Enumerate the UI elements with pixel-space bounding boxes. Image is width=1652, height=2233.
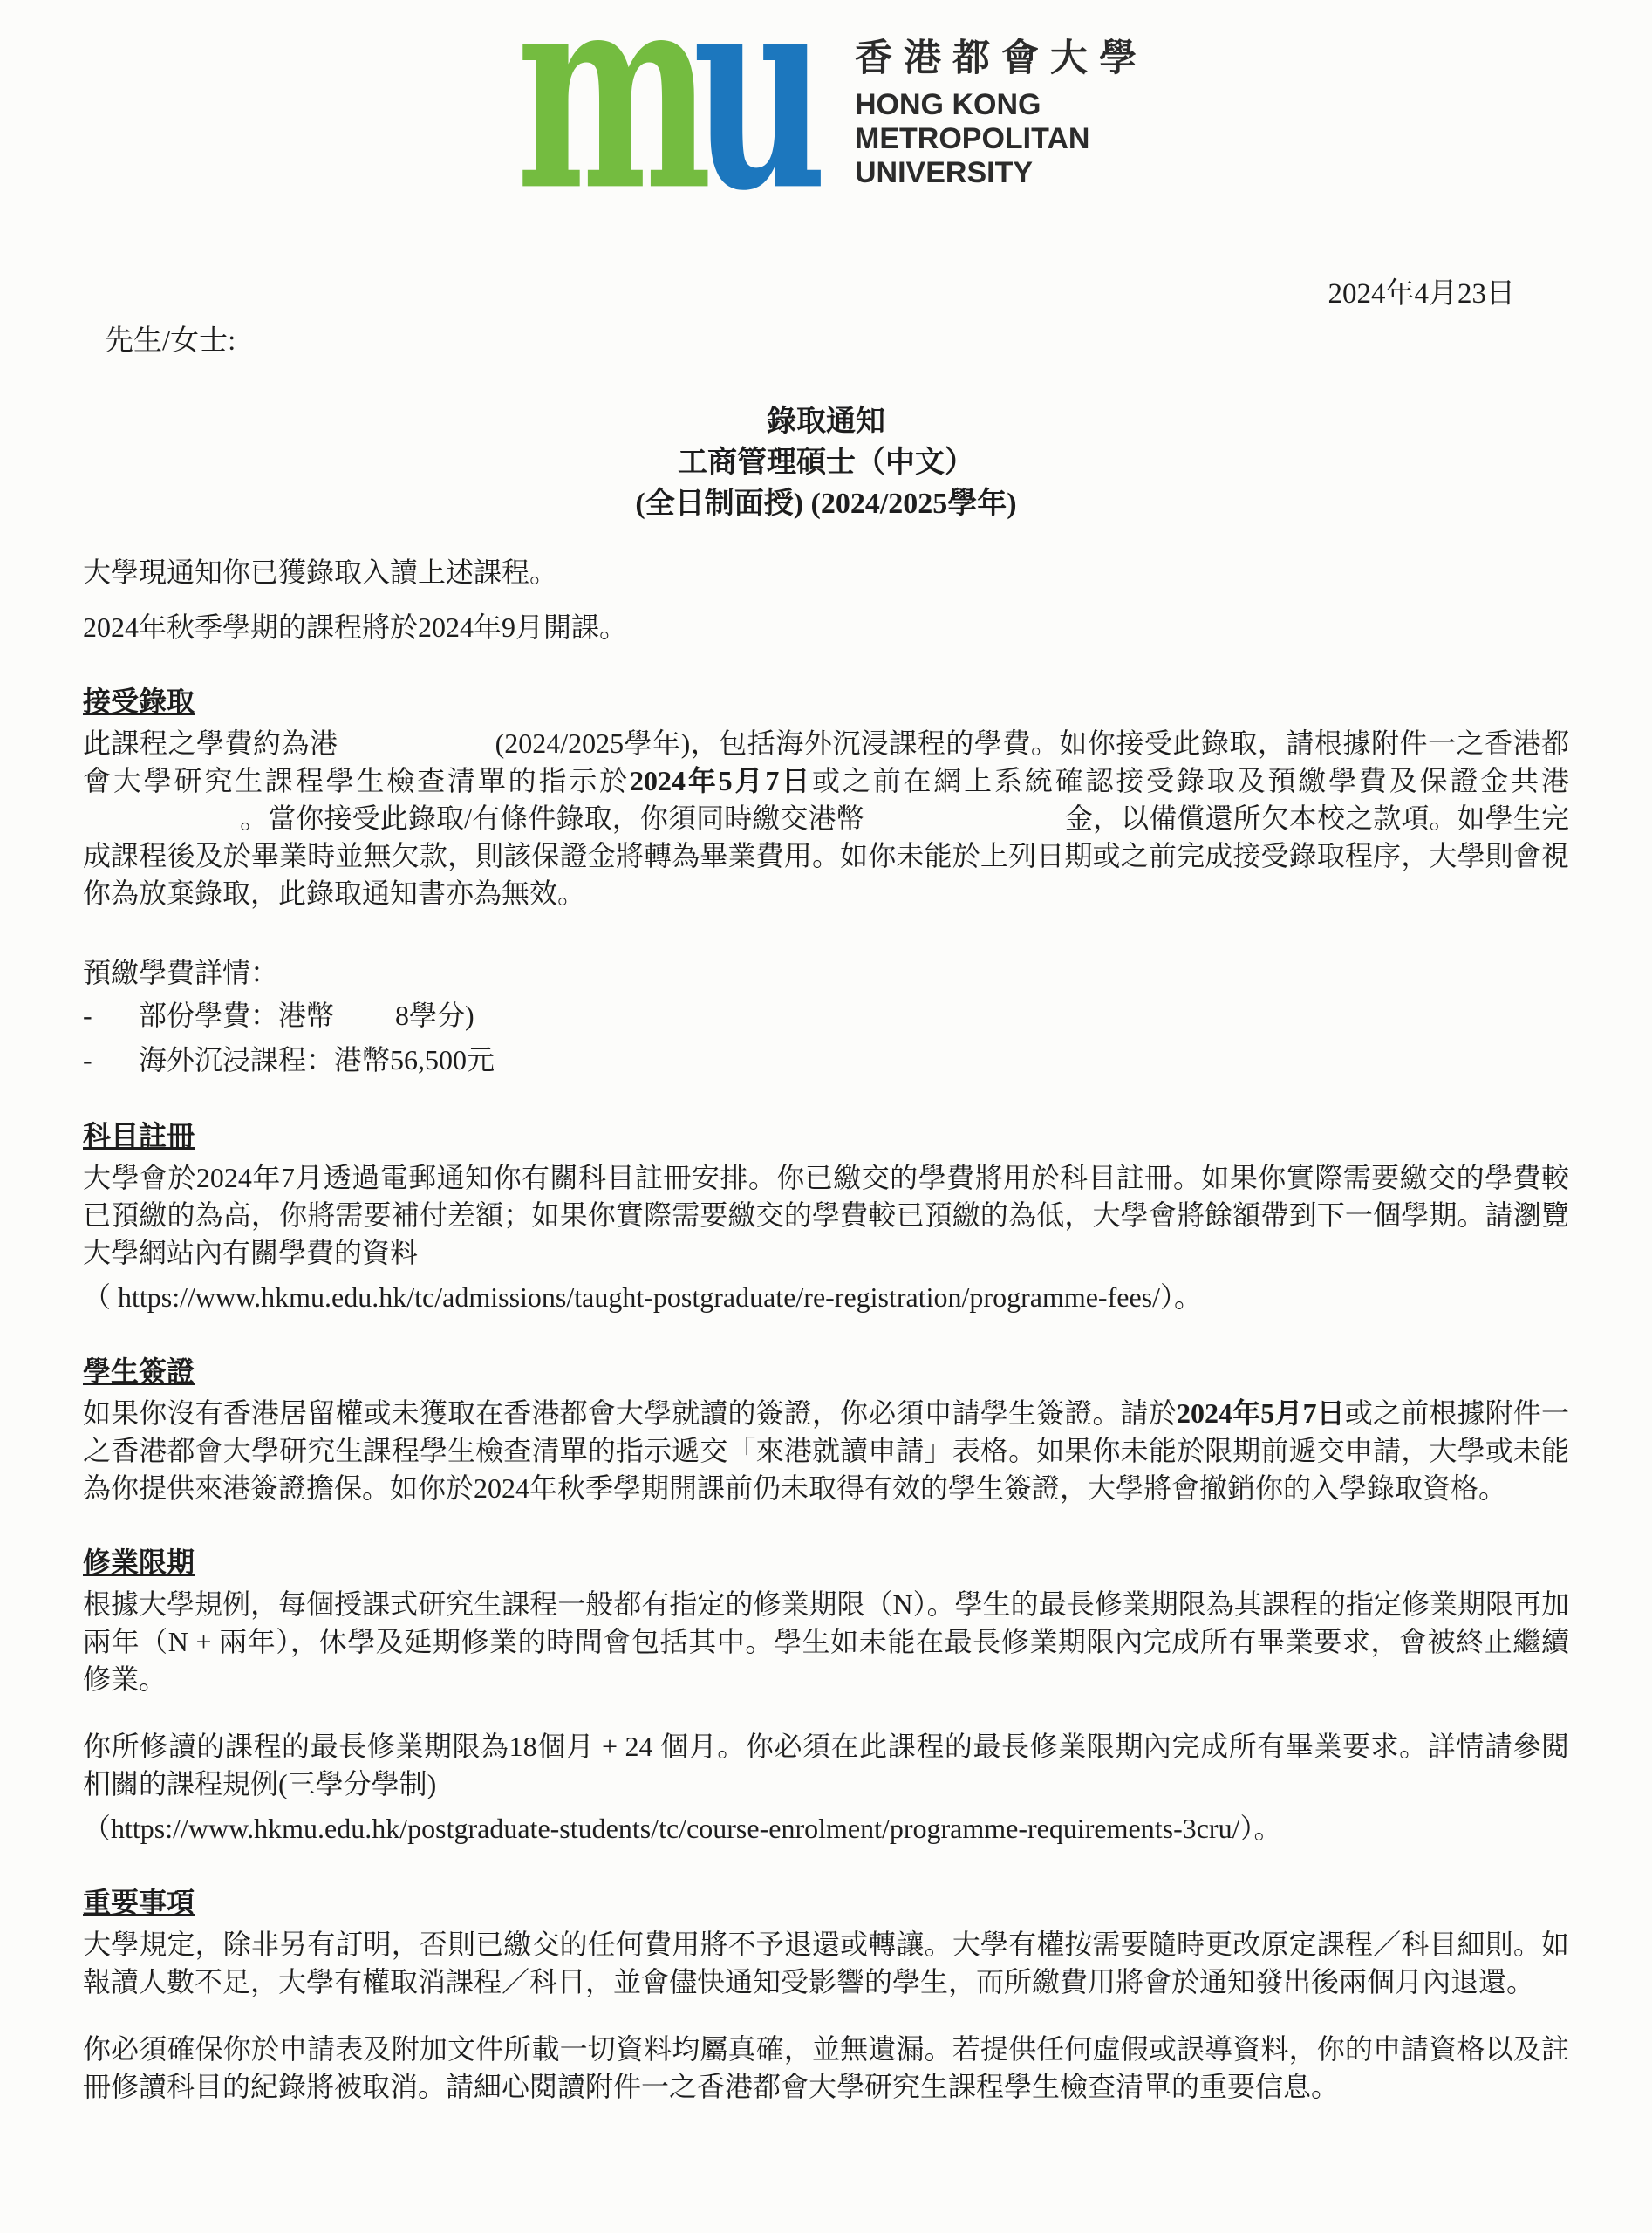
registration-text: 大學會於2024年7月透過電郵通知你有關科目註冊安排。你已繳交的學費將用於科目註冊。如果你實際需要繳交的學費較已預繳的為高，你將需要補付差額；如果你實際需要繳交的學費較已預繳的為低，大學會將餘額帶到下一個學期。請瀏覽大學網站內有關學費的資料 bbox=[83, 1162, 1569, 1268]
accept-paragraph bbox=[83, 725, 1569, 912]
study-period-text-2: 你所修讀的課程的最長修業期限為18個月 + 24 個月。你必須在此課程的最長修業限期內完成所有畢業要求。詳情請參閱相關的課程規例(三學分學制) bbox=[83, 1731, 1569, 1799]
prepay-bullet-1 bbox=[83, 995, 1569, 1036]
salutation: 先生/女士: bbox=[105, 325, 236, 357]
university-logo bbox=[516, 0, 1652, 252]
logo-m-glyph: m bbox=[516, 0, 713, 252]
prepay-bullet-1-text bbox=[139, 995, 474, 1036]
accept-text-3: 或之前在網上系統確認接受錄取及預繳學費及保證金共港 bbox=[811, 765, 1569, 796]
letter-date: 2024年4月23日 bbox=[1328, 278, 1515, 310]
prepay-bullet-1-post: 8學分) bbox=[395, 1000, 474, 1031]
mu-logo-icon bbox=[516, 0, 828, 252]
redacted-amount-gap bbox=[83, 827, 240, 828]
redacted-amount-gap bbox=[338, 752, 495, 753]
intro-paragraph-1: 大學現通知你已獲錄取入讀上述課程。 bbox=[83, 557, 558, 588]
logo-en-line2: METROPOLITAN bbox=[855, 122, 1090, 155]
registration-url: （ https://www.hkmu.edu.hk/tc/admissions/taught-postgraduate/re-registration/programme-fees/）。 bbox=[83, 1281, 1202, 1313]
section-heading-visa: 學生簽證 bbox=[83, 1356, 195, 1387]
letter-body bbox=[0, 276, 1652, 2106]
accept-text-4: 。當你接受此錄取/有條件錄取，你須同時繳交港幣 bbox=[240, 802, 864, 834]
logo-cjk-name: 香港都會大學 bbox=[855, 38, 1148, 79]
prepay-bullet-2-text: 海外沉浸課程：港幣56,500元 bbox=[139, 1044, 495, 1076]
visa-text-1: 如果你沒有香港居留權或未獲取在香港都會大學就讀的簽證，你必須申請學生簽證。請於 bbox=[83, 1397, 1177, 1429]
redacted-amount-gap bbox=[864, 827, 1065, 828]
section-heading-accept: 接受錄取 bbox=[83, 686, 195, 717]
prepay-intro: 預繳學費詳情： bbox=[83, 957, 279, 988]
title-line1: 錄取通知 bbox=[767, 406, 885, 438]
bullet-dash: - bbox=[83, 1000, 92, 1031]
accept-text-5: 金，以備償還所欠本校之款項。如學生完成課程後及於畢業時並無欠款，則該保證金將轉為畢業費用。如你未能於上列日期或之前完成接受錄取程序，大學則會視你為放棄錄取，此錄取通知書亦為無效。 bbox=[83, 802, 1569, 909]
important-paragraph-1: 大學規定，除非另有訂明，否則已繳交的任何費用將不予退還或轉讓。大學有權按需要隨時更改原定課程／科目細則。如報讀人數不足，大學有權取消課程／科目，並會儘快通知受影響的學生，而所繳費用將會於通知發出後兩個月內退還。 bbox=[83, 1929, 1569, 1997]
section-heading-registration: 科目註冊 bbox=[83, 1120, 195, 1151]
logo-wordmark bbox=[855, 29, 1148, 192]
study-period-paragraph-1: 根據大學規例，每個授課式研究生課程一般都有指定的修業期限（N）。學生的最長修業期限為其課程的指定修業期限再加兩年（N + 兩年），休學及延期修業的時間會包括其中。學生如未能在最長修業期限內完成所有畢業要求，會被終止繼續修業。 bbox=[83, 1588, 1569, 1695]
prepay-bullet-2 bbox=[83, 1040, 1569, 1081]
important-paragraph-2: 你必須確保你於申請表及附加文件所載一切資料均屬真確，並無遺漏。若提供任何虛假或誤導資料，你的申請資格以及註冊修讀科目的紀錄將被取消。請細心閱讀附件一之香港都會大學研究生課程學生檢查清單的重要信息。 bbox=[83, 2033, 1569, 2102]
accept-text-1: 此課程之學費約為港 bbox=[83, 727, 338, 759]
title-line2: 工商管理碩士（中文） bbox=[678, 447, 974, 479]
visa-text-2: 或之前根據附件一之香港都會大學研究生課程學生檢查清單的指示遞交「來港就讀申請」表格。如果你未能於限期前遞交申請，大學或未能為你提供來港簽證擔保。如你於2024年秋季學期開課前仍未取得有效的學生簽證，大學將會撤銷你的入學錄取資格。 bbox=[83, 1397, 1569, 1504]
bullet-dash: - bbox=[83, 1044, 92, 1076]
study-period-paragraph-2 bbox=[83, 1728, 1569, 1847]
intro-paragraph-2: 2024年秋季學期的課程將於2024年9月開課。 bbox=[83, 611, 628, 643]
section-heading-important: 重要事項 bbox=[83, 1887, 195, 1918]
registration-paragraph bbox=[83, 1159, 1569, 1316]
accept-text-2: (2024/2025學年)，包括海外沉浸課程的學費。如你接受此錄取，請根據附件一之香港都會大學研究生課程學生檢查清單的指示於 bbox=[83, 727, 1569, 796]
prepay-bullet-1-pre: 部份學費：港幣 bbox=[139, 1000, 335, 1031]
title-line3: (全日制面授) (2024/2025學年) bbox=[635, 488, 1017, 520]
letter-title bbox=[83, 401, 1569, 524]
logo-u-glyph: u bbox=[693, 0, 828, 252]
section-heading-study-period: 修業限期 bbox=[83, 1547, 195, 1578]
visa-deadline-date: 2024年5月7日 bbox=[1176, 1397, 1345, 1429]
logo-en-line1: HONG KONG bbox=[855, 88, 1041, 121]
visa-paragraph bbox=[83, 1395, 1569, 1507]
logo-en-line3: UNIVERSITY bbox=[855, 156, 1034, 189]
redacted-amount-gap bbox=[334, 1024, 395, 1025]
study-period-url: （https://www.hkmu.edu.hk/postgraduate-students/tc/course-enrolment/programme-requirements-3cru/）。 bbox=[83, 1813, 1282, 1844]
accept-deadline-date: 2024年5月7日 bbox=[629, 765, 812, 796]
